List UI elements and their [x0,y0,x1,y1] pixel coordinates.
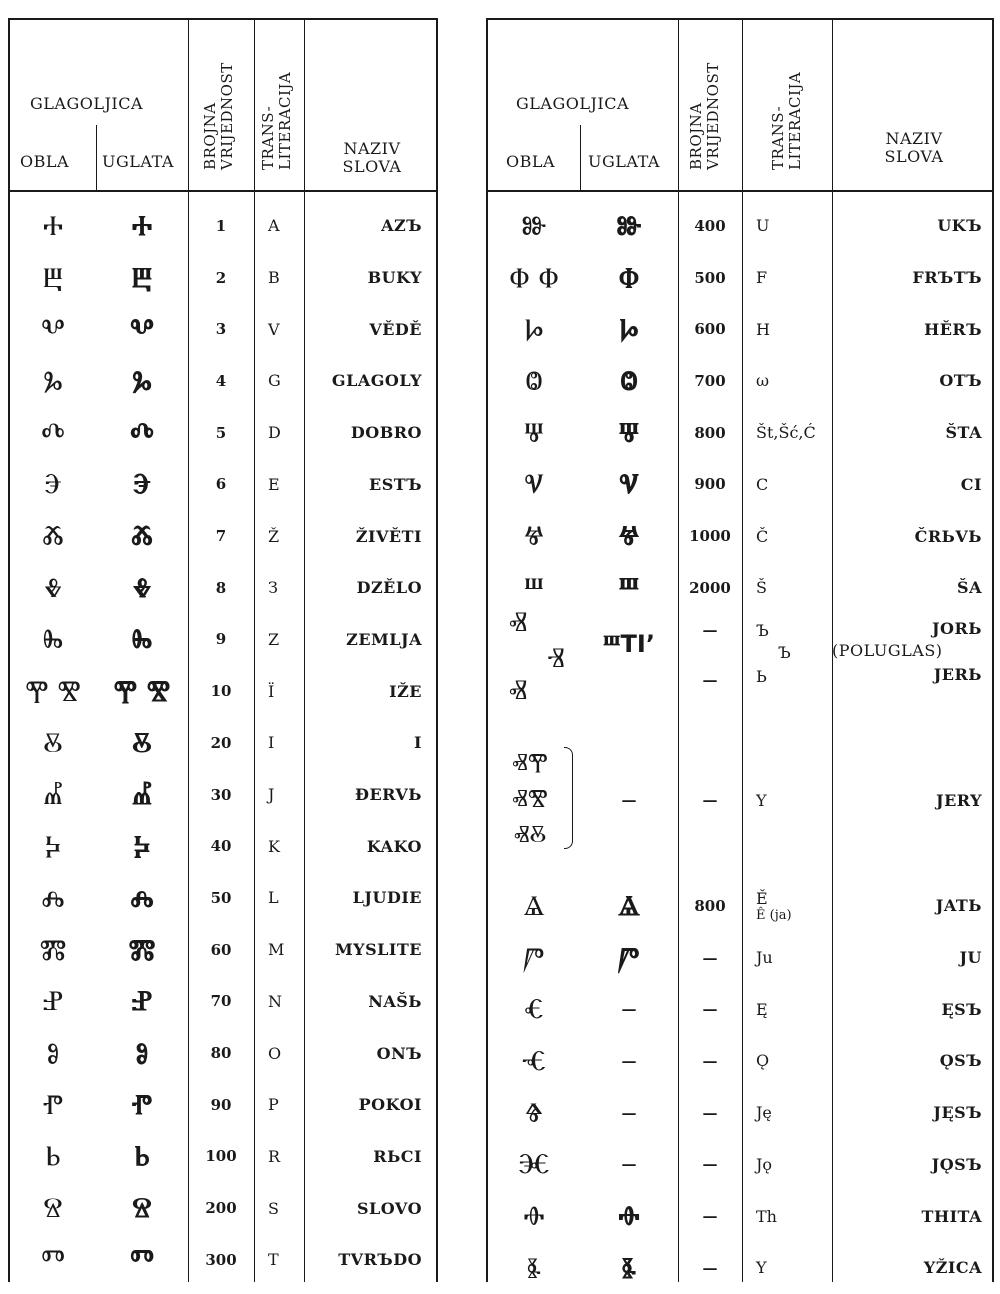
brojna-label: BROJNA [687,102,705,170]
table-row [488,1242,992,1294]
transliteracija-heading [260,72,294,170]
table-row [10,1131,436,1183]
letter-name: ĘSЪ [941,999,982,1019]
numeric-value: 10 [210,682,232,701]
transliteration-main: Ě [756,888,768,908]
table-row [10,924,436,976]
numeric-value: 30 [210,785,232,804]
glyph-uglata: Ⱄ [132,1191,152,1225]
numeric-value: 20 [210,733,232,752]
transliteration: T [268,1250,279,1270]
numeric-value: 90 [210,1095,232,1114]
glyph-uglata: Ⰵ [133,467,151,501]
letter-name: IŽE [389,681,422,701]
numeric-value: — [702,1155,718,1174]
numeric-value: 500 [694,268,726,287]
glyph-obla: Ⱌ [524,467,544,501]
glyph-obla: Ⱑ [523,888,545,922]
letter-name: ONЪ [376,1043,422,1063]
tr-jery: Y [756,790,767,810]
glyph-uglata: Ⱃ [134,1139,150,1173]
transliteration: E [268,474,280,494]
numeric-value: 4 [215,371,227,390]
slova-label: SLOVA [884,147,944,166]
glyph-obla: Ⰴ [41,415,65,449]
table-row [10,1079,436,1131]
table-row [10,510,436,562]
table-row [488,1190,992,1242]
vrijednost-label: VRIJEDNOST [218,62,236,170]
table-row [10,976,436,1028]
glyph-obla: Ⱍ [523,519,545,553]
numeric-value: 900 [694,475,726,494]
transliteration: N [268,991,282,1011]
transliteration: A [268,216,280,236]
glyph-obla: Ⱋ [523,415,545,449]
numeric-value: — [702,1103,718,1122]
numeric-value: 100 [205,1147,237,1166]
numeric-value: 40 [210,837,232,856]
glyph-obla: Ⱉ [525,363,543,397]
glyph-uglata: Ⱑ [618,888,640,922]
glyph-obla: Ⰷ [43,570,63,604]
glyph-uglata: Ⰹ Ⰺ [113,674,171,708]
letter-name: JǪSЪ [931,1154,982,1174]
transliteration: Š [756,578,767,598]
numeric-value: 300 [205,1250,237,1269]
letter-name: THITA [921,1206,982,1226]
left-table-header [10,20,436,192]
transliteration: K [268,836,280,856]
transliteration: R [268,1146,281,1166]
glyph-obla-jery-3: ⰟⰋ [513,820,547,848]
jery-row [488,745,992,855]
glyph-uglata: Ⱁ [135,1036,149,1070]
numeric-value: 600 [694,320,726,339]
glyph-uglata: Ⰻ [132,725,152,759]
glyph-uglata: Ⰼ [131,777,153,811]
table-row [10,252,436,304]
slova-label: SLOVA [342,157,402,176]
numeric-value: 1 [215,216,227,235]
table-row [10,459,436,511]
glyph-uglata-jery: — [621,791,637,809]
glyph-uglata: Ⱇ [618,260,640,294]
transliteration: ω [756,371,770,391]
table-row [10,1027,436,1079]
table-row [10,717,436,769]
transliteration: З [268,578,278,598]
glyph-uglata: Ⱆ [616,208,642,242]
transliteration: M [268,940,285,960]
letter-name: LJUDIE [352,888,422,908]
letter-name: NAŠЬ [368,991,422,1011]
brace-bracket [564,747,573,849]
glagoljica-heading: GLAGOLJICA [30,94,144,113]
brojna-vrijednost-heading [688,62,722,170]
trans-label: TRANS- [259,105,277,170]
numeric-value: 6 [215,475,227,494]
table-row [488,1139,992,1191]
glyph-uglata: — [621,1000,637,1019]
table-row [10,200,436,252]
uglata-heading: UGLATA [102,152,174,171]
glyph-obla: Ⱈ [524,312,544,346]
letter-name: OTЪ [939,371,982,391]
letter-name: GLAGOLY [331,371,422,391]
glyph-obla: Ⰱ [42,260,64,294]
transliteration: Th [756,1206,777,1226]
uglata-heading: UGLATA [588,152,660,171]
glyph-obla: Ⰾ [41,880,65,914]
left-table [8,18,438,1282]
numeric-value: — [702,948,718,967]
divider [96,125,97,190]
glyph-obla: Ⱕ [521,1043,547,1077]
numeric-value: 400 [694,216,726,235]
glyph-uglata: Ⱂ [131,1087,153,1121]
transliteration: U [756,216,770,236]
numeric-value: 5 [215,423,227,442]
glyph-obla-jor: Ⱏ [508,605,528,638]
transliteration: I [268,733,275,753]
numeric-value: 800 [694,896,726,915]
numeric-value: 3 [215,320,227,339]
letter-name: POKOI [358,1095,422,1115]
table-row [10,407,436,459]
glyph-uglata: Ⰴ [130,415,154,449]
table-row [488,459,992,511]
glyph-uglata: Ⰰ [131,208,153,242]
transliteration: V [268,319,280,339]
table-row [488,1035,992,1087]
glyph-obla: Ⱁ [46,1036,60,1070]
transliteration: Y [756,1258,767,1278]
glyph-uglata: — [621,1155,637,1174]
transliteration: C [756,474,769,494]
glyph-uglata: Ⰷ [132,570,152,604]
transliteration: B [268,268,280,288]
glyph-uglata: Ⰳ [132,363,152,397]
glyph-uglata: Ⱎ [618,570,640,604]
glyph-obla: Ⰻ [43,725,63,759]
vrijednost-label: VRIJEDNOST [704,62,722,170]
letter-name: UKЪ [937,216,982,236]
glyph-obla: Ⱖ [524,1095,544,1129]
letter-name: MYSLITE [334,940,422,960]
right-table-body [488,190,992,1282]
table-row [488,407,992,459]
transliteration: Ję [756,1103,772,1123]
transliteration: J [268,785,275,805]
glyph-uglata: Ⱅ [130,1242,154,1276]
letter-name: DZĚLO [356,578,422,598]
glyph-obla: Ⰵ [44,467,62,501]
letter-name: ČRЬVЬ [914,526,982,546]
glyph-obla: Ⰶ [42,519,64,553]
glyph-uglata: Ⱉ [620,363,638,397]
numeric-value: — [702,1207,718,1226]
numeric-value: 7 [215,527,227,546]
numeric-value: 200 [205,1199,237,1218]
right-table [486,18,994,1282]
glyph-obla: Ⱗ [518,1147,550,1181]
numeric-value: 9 [215,630,227,649]
table-row [488,932,992,984]
table-row [10,1234,436,1286]
glyph-uglata: Ⰸ [131,622,153,656]
glyph-uglata: Ⱚ [618,1199,640,1233]
glyph-obla: Ⰲ [41,312,65,346]
table-row [488,1087,992,1139]
glyph-obla: Ⱆ [521,208,547,242]
glyph-obla: Ⱛ [526,1250,542,1284]
transliteration: Ju [756,948,773,968]
transliteration: H [756,319,770,339]
letter-name: ŠTA [945,423,982,443]
divider [580,125,581,190]
right-table-header [488,20,992,192]
letter-name: ŠA [957,578,982,598]
tr-jor: Ъ [756,620,769,640]
glyph-uglata: Ⱀ [131,984,153,1018]
glyph-uglata: Ⰾ [130,880,154,914]
trans-label: TRANS- [769,105,787,170]
letter-name: HĚRЪ [924,319,982,339]
table-row [488,880,992,932]
glyph-uglata: Ⰱ [131,260,153,294]
glyph-obla: Ⱅ [41,1242,65,1276]
table-row [488,510,992,562]
letter-name: KAKO [366,836,422,856]
letter-name: ŽIVĚTI [355,526,422,546]
tr-jer: Ь [756,666,767,686]
glyph-obla: Ⱃ [45,1139,61,1173]
glyph-uglata: Ⰿ [128,932,156,966]
glyph-obla-jery-1: ⰟⰉ [512,748,548,776]
brojna-label: BROJNA [201,102,219,170]
table-row [488,562,992,614]
table-row [10,872,436,924]
naziv-slova-heading [832,130,996,166]
obla-heading: OBLA [506,152,556,171]
numeric-value: 8 [215,578,227,597]
naziv-label: NAZIV [343,139,401,158]
glyph-obla: Ⱂ [42,1087,64,1121]
transliteracija-heading [770,72,804,170]
transliteration: Jǫ [756,1154,773,1174]
table-row [10,820,436,872]
letter-name: CI [960,474,982,494]
transliteration: Ę [756,999,768,1019]
table-row [10,665,436,717]
transliteration: Z [268,629,280,649]
letter-name: BUKY [367,268,422,288]
numeric-value: — [702,1258,718,1277]
letter-name: ZEMLJA [346,629,422,649]
letter-name: JATЬ [935,896,982,916]
numeric-value: 70 [210,992,232,1011]
glyph-uglata-jor: ⰞTI’ [603,630,655,658]
literacija-label: LITERACIJA [786,71,804,170]
letter-name: DOBRO [350,423,422,443]
jor-jer-row [488,605,992,714]
table-row [10,614,436,666]
glagoljica-heading: GLAGOLJICA [516,94,630,113]
transliteration: O [268,1043,282,1063]
numeric-value: 60 [210,940,232,959]
glyph-uglata: Ⰲ [130,312,154,346]
glyph-obla: Ⰸ [42,622,64,656]
glyph-obla: Ⰳ [43,363,63,397]
glyph-obla: Ⱓ [523,940,545,974]
transliteration: G [268,371,281,391]
num-jer: — [702,671,718,689]
transliteration: Ž [268,526,280,546]
table-row [10,303,436,355]
table-row [10,562,436,614]
numeric-value: 50 [210,888,232,907]
glyph-obla: Ⰹ Ⰺ [25,674,81,708]
glyph-uglata: Ⱌ [619,467,639,501]
naziv-slova-heading [304,140,440,176]
numeric-value: 80 [210,1044,232,1063]
glyph-uglata: Ⱓ [618,940,640,974]
transliteration: L [268,888,279,908]
glyph-obla: Ⱎ [523,570,545,604]
obla-heading: OBLA [20,152,70,171]
glyph-obla-jer: Ⱏ [508,673,528,706]
transliteration-sub: Ê (ja) [756,907,792,923]
glyph-obla: Ⱔ [524,992,544,1026]
letter-name: JĘSЪ [933,1103,982,1123]
glyph-obla-jery-2: ⰟⰊ [512,784,548,812]
glyph-obla: Ⱄ [43,1191,63,1225]
letter-name: JU [959,948,982,968]
transliteration: Č [756,526,769,546]
letter-name: AZЪ [381,216,422,236]
table-row [488,252,992,304]
table-row [488,200,992,252]
glyph-uglata: Ⰽ [133,829,151,863]
numeric-value: 800 [694,423,726,442]
letter-name: ĐERVЬ [354,785,422,805]
table-row [10,1182,436,1234]
table-row [488,983,992,1035]
glyph-obla: Ⰼ [42,777,64,811]
letter-name: ESTЪ [369,474,422,494]
letter-name: I [414,733,422,753]
numeric-value: 700 [694,371,726,390]
transliteration [756,880,832,932]
glyph-uglata: Ⱋ [618,415,640,449]
table-row [10,355,436,407]
glyph-uglata: Ⱍ [618,519,640,553]
name-jery: JERY [936,790,982,810]
transliteration: D [268,423,281,443]
glyph-uglata: Ⱛ [621,1250,637,1284]
glyph-obla: Ⱚ [523,1199,545,1233]
letter-name: RЬCI [373,1146,422,1166]
literacija-label: LITERACIJA [276,71,294,170]
tr-jor-mid: Ъ [778,642,791,662]
name-jer: JERЬ [933,664,982,684]
letter-name: YŽICA [923,1258,982,1278]
brojna-vrijednost-heading [202,62,236,170]
transliteration: P [268,1095,279,1115]
letter-name: TVRЪDO [338,1250,422,1270]
glyph-uglata: — [621,1051,637,1070]
numeric-value: 2000 [689,578,731,597]
left-table-body [10,190,436,1282]
letter-name: SLOVO [356,1198,422,1218]
glyph-uglata: — [621,1103,637,1122]
table-row [488,303,992,355]
transliteration: Ǫ [756,1051,770,1071]
transliteration: F [756,268,768,288]
letter-name: VĚDĚ [369,319,422,339]
numeric-value: — [702,1000,718,1019]
num-jery: — [702,791,718,809]
numeric-value: — [702,1051,718,1070]
glyph-obla: Ⱇ Ⱇ [509,260,559,294]
glyph-obla: Ⰽ [44,829,62,863]
transliteration: Ї [268,681,275,701]
letter-name: ǪSЪ [939,1051,982,1071]
table-row [10,769,436,821]
glyph-obla: Ⱀ [42,984,64,1018]
glyph-uglata: Ⱈ [619,312,639,346]
name-poluglas: (POLUGLAS) [832,640,943,660]
glyph-obla: Ⰿ [39,932,67,966]
transliteration: S [268,1198,279,1218]
letter-name: FRЪTЪ [912,268,982,288]
numeric-value: 1000 [689,527,731,546]
transliteration: Št,Šć,Ć [756,423,816,443]
numeric-value: 2 [215,268,227,287]
num-jor: — [702,621,718,639]
table-row [488,355,992,407]
name-jor: JORЬ [931,618,982,638]
glyph-obla-jor-mid: Ⱐ [547,641,565,674]
glyph-obla: Ⰰ [42,208,64,242]
naziv-label: NAZIV [885,129,943,148]
glyph-uglata: Ⰶ [131,519,153,553]
